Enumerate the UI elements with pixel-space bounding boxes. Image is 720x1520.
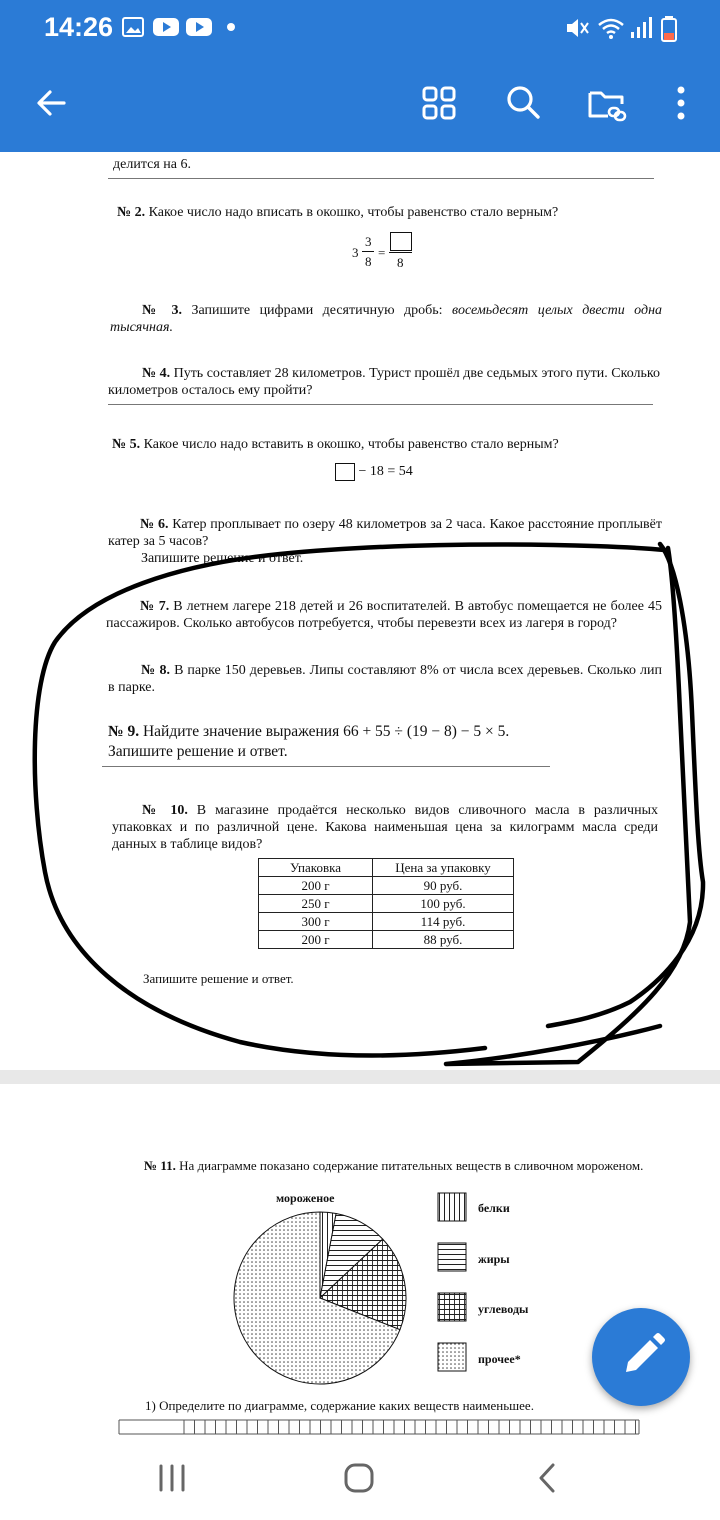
legend-label-carbs: углеводы xyxy=(478,1302,529,1316)
task-5-equation-text: − 18 = 54 xyxy=(358,464,413,480)
top-fragment-text: делится на 6. xyxy=(113,157,191,172)
task-10-text: В магазине продаётся несколько видов сливочного масла в различных упаковках и по различной цене. Какова наименьшая цена за килограмм масла среди данных в таблице видов? xyxy=(112,803,658,852)
back-arrow-icon[interactable] xyxy=(28,78,78,128)
task-11-number: № 11. xyxy=(144,1158,176,1173)
pencil-icon xyxy=(592,1308,690,1406)
equals-sign: = xyxy=(378,245,386,260)
task-11 xyxy=(114,1158,644,1174)
edit-fab-button[interactable] xyxy=(592,1308,690,1406)
grid-view-icon[interactable] xyxy=(414,78,464,128)
task-7-number: № 7. xyxy=(140,599,170,614)
legend-swatch-fat xyxy=(437,1242,467,1272)
youtube-icon-2 xyxy=(186,16,212,38)
fraction-denominator-2: 8 xyxy=(397,255,404,270)
app-bar xyxy=(0,0,720,152)
task-6-text: Катер проплывает по озеру 48 километров за 2 часа. Какое расстояние проплывёт катер за 5 часов? xyxy=(108,517,662,549)
table-cell: 114 руб. xyxy=(373,913,514,931)
task-7-text: В летнем лагере 218 детей и 26 воспитателей. В автобус помещается не более 45 пассажиров. Сколько автобусов потребуется, чтобы перевезти всех из лагеря в город? xyxy=(106,599,662,631)
table-cell: 300 г xyxy=(259,913,373,931)
table-cell: 88 руб. xyxy=(373,931,514,949)
gallery-icon xyxy=(122,16,144,38)
system-nav-bar xyxy=(0,1436,720,1520)
legend-swatch-other xyxy=(437,1342,467,1372)
task-11-text: На диаграмме показано содержание питательных веществ в сливочном мороженом. xyxy=(179,1158,644,1173)
mixed-whole: 3 xyxy=(352,245,359,260)
table-cell: 90 руб. xyxy=(373,877,514,895)
table-cell: 100 руб. xyxy=(373,895,514,913)
mute-icon xyxy=(564,16,590,40)
signal-icon xyxy=(630,16,652,40)
status-time: 14:26 xyxy=(44,12,114,42)
task-4-text: Путь составляет 28 километров. Турист прошёл две седьмых этого пути. Сколько километров осталось ему пройти? xyxy=(108,366,660,398)
task-5-text: Какое число надо вставить в окошко, чтобы равенство стало верным? xyxy=(143,437,559,452)
task-10-footer: Запишите решение и ответ. xyxy=(143,971,294,986)
legend-label-fat: жиры xyxy=(478,1252,510,1266)
page-separator xyxy=(0,1070,720,1084)
task-3-italic: восемьдесят целых двести одна тысячная. xyxy=(110,303,663,335)
task-4-number: № 4. xyxy=(142,366,171,381)
answer-grid xyxy=(118,1418,640,1436)
legend-label-protein: белки xyxy=(478,1201,510,1215)
wifi-icon xyxy=(597,16,625,40)
status-bar xyxy=(0,0,720,56)
back-nav-icon[interactable] xyxy=(526,1458,570,1498)
task-3-text: Запишите цифрами десятичную дробь: xyxy=(191,303,443,318)
handdrawn-circle-annotation xyxy=(0,152,720,1070)
task-2-number: № 2. xyxy=(117,205,146,220)
task-5-number: № 5. xyxy=(112,437,141,452)
search-icon[interactable] xyxy=(498,78,548,128)
task-9-number: № 9. xyxy=(108,723,140,740)
notification-dot-icon xyxy=(226,16,236,38)
task-9-text: Найдите значение выражения 66 + 55 ÷ (19 − 8) − 5 × 5. xyxy=(142,723,510,740)
fraction-denominator: 8 xyxy=(365,254,372,269)
task-2-text: Какое число надо вписать в окошко, чтобы равенство стало верным? xyxy=(148,205,559,220)
legend-swatch-carbs xyxy=(437,1292,467,1322)
more-options-icon[interactable] xyxy=(656,78,706,128)
task-6-line2: Запишите решение и ответ. xyxy=(141,551,304,566)
task-9-line2: Запишите решение и ответ. xyxy=(108,743,288,760)
table-cell: 200 г xyxy=(259,931,373,949)
task-6-number: № 6. xyxy=(140,517,169,532)
task-8-text: В парке 150 деревьев. Липы составляют 8% от числа всех деревьев. Сколько лип в парке. xyxy=(108,663,662,695)
table-cell: 200 г xyxy=(259,877,373,895)
table-cell: 250 г xyxy=(259,895,373,913)
share-folder-icon[interactable] xyxy=(582,78,632,128)
legend-swatch-protein xyxy=(437,1192,467,1222)
table-header-price: Цена за упаковку xyxy=(373,859,514,877)
pie-chart xyxy=(230,1208,410,1388)
task-11-question: 1) Определите по диаграмме, содержание каких веществ наименьшее. xyxy=(145,1398,534,1413)
chart-title: мороженое xyxy=(276,1191,335,1205)
home-icon[interactable] xyxy=(337,1458,381,1498)
task-10-number: № 10. xyxy=(142,803,188,818)
legend-label-other: прочее* xyxy=(478,1352,521,1366)
document-page-1 xyxy=(0,152,720,1070)
recent-apps-icon[interactable] xyxy=(150,1458,194,1498)
task-8-number: № 8. xyxy=(141,663,171,678)
battery-icon xyxy=(660,16,678,42)
task-3-number: № 3. xyxy=(142,303,182,318)
youtube-icon xyxy=(153,16,179,38)
table-header-package: Упаковка xyxy=(259,859,373,877)
fraction-numerator: 3 xyxy=(365,234,372,249)
